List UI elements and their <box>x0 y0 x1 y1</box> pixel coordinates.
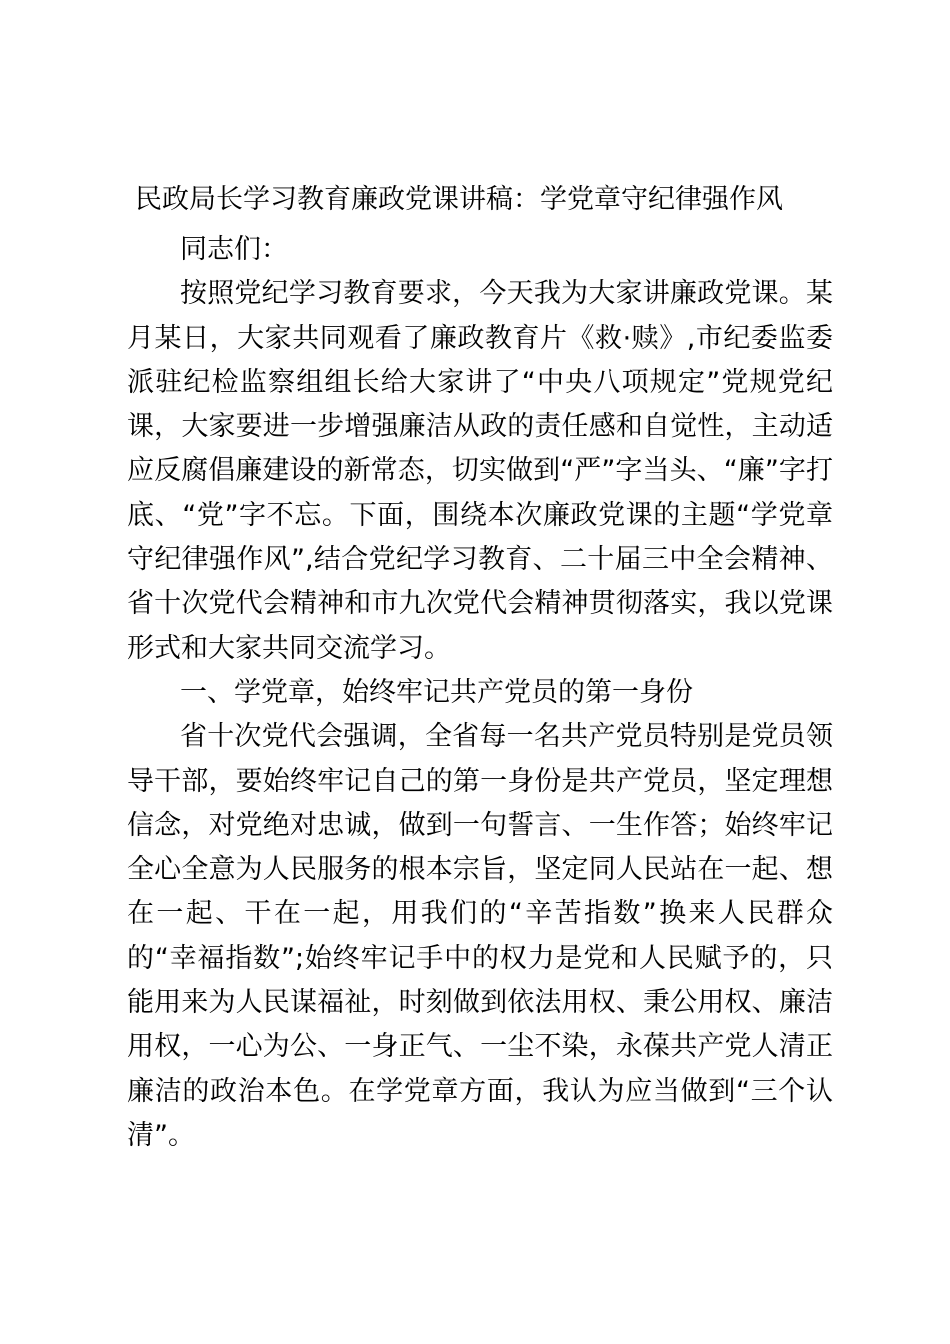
salutation: 同志们： <box>180 234 288 265</box>
intro-paragraph: 按照党纪学习教育要求，今天我为大家讲廉政党课。某月某日，大家共同观看了廉政教育片《救·赎》,市纪委监委派驻纪检监察组组长给大家讲了“中央八项规定”党规党纪课，大家要进一步增强廉洁从政的责任感和自觉性，主动适应反腐倡廉建设的新常态，切实做到“严”字当头、“廉”字打底、“党”字不忘。下面，围绕本次廉政党课的主题“学党章守纪律强作风”,结合党纪学习教育、二十届三中全会精神、省十次党代会精神和市九次党代会精神贯彻落实，我以党课形式和大家共同交流学习。 <box>127 278 833 664</box>
document-body <box>127 228 833 1158</box>
document-title: 民政局长学习教育廉政党课讲稿：学党章守纪律强作风 <box>135 184 783 215</box>
section-paragraph: 省十次党代会强调，全省每一名共产党员特别是党员领导干部，要始终牢记自己的第一身份是共产党员，坚定理想信念，对党绝对忠诚，做到一句誓言、一生作答；始终牢记全心全意为人民服务的根本宗旨，坚定同人民站在一起、想在一起、干在一起，用我们的“辛苦指数”换来人民群众的“幸福指数”;始终牢记手中的权力是党和人民赋予的，只能用来为人民谋福祉，时刻做到依法用权、秉公用权、廉洁用权，一心为公、一身正气、一尘不染，永葆共产党人清正廉洁的政治本色。在学党章方面，我认为应当做到“三个认清”。 <box>127 721 833 1151</box>
section-heading: 一、学党章，始终牢记共产党员的第一身份 <box>180 676 693 708</box>
